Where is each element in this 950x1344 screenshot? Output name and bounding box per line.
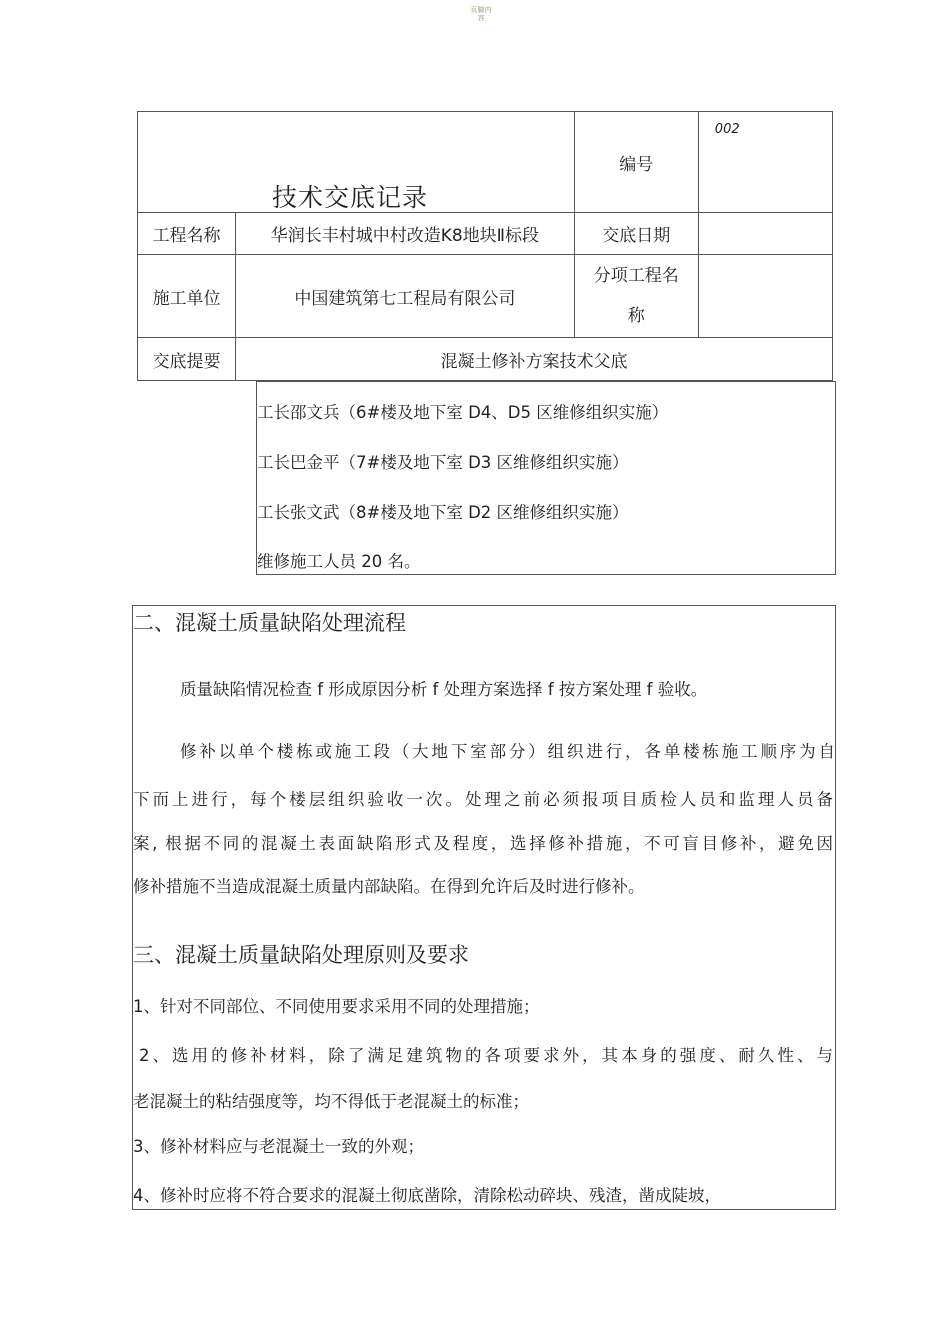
section2-para-line: 案, 根据不同的混凝土表面缺陷形式及程度，选择修补措施，不可盲目修补，避免因	[133, 834, 833, 853]
section3-item: 2、选用的修补材料，除了满足建筑物的各项要求外，其本身的强度、耐久性、与	[139, 1046, 833, 1065]
section3-item: 1、针对不同部位、不同使用要求采用不同的处理措施；	[133, 997, 540, 1016]
number-label: 编号	[574, 112, 698, 213]
contractor-label: 施工单位	[138, 255, 236, 338]
title-cell	[138, 112, 575, 213]
section2-heading: 二、混凝土质量缺陷处理流程	[133, 611, 406, 635]
sub-project-label	[574, 255, 698, 338]
number-value: 002	[714, 122, 740, 137]
section2-para-line: 修补以单个楼栋或施工段（大地下室部分）组织进行，各单楼栋施工顺序为自	[180, 742, 835, 761]
summary-value: 混凝土修补方案技术父底	[236, 338, 833, 381]
staff-line: 工长巴金平（7#楼及地下室 D3 区维修组织实施）	[257, 453, 629, 472]
footer-watermark: 页脚内容	[470, 6, 492, 22]
section2-para-line: 下而上进行，每个楼层组织验收一次。处理之前必须报项目质检人员和监理人员备	[133, 790, 833, 809]
sub-project-value	[698, 255, 832, 338]
staff-line: 维修施工人员 20 名。	[257, 552, 421, 571]
date-label: 交底日期	[574, 213, 698, 255]
project-name-label: 工程名称	[138, 213, 236, 255]
number-cell	[698, 112, 832, 213]
section2-flow: 质量缺陷情况检查 f 形成原因分析 f 处理方案选择 f 按方案处理 f 验收。	[180, 680, 708, 699]
content-box	[132, 605, 836, 1210]
section2-para-line: 修补措施不当造成混凝土质量内部缺陷。在得到允许后及时进行修补。	[133, 877, 645, 896]
header-table	[137, 111, 833, 381]
staff-line: 工长张文武（8#楼及地下室 D2 区维修组织实施）	[257, 503, 629, 522]
staff-line: 工长邵文兵（6#楼及地下室 D4、D5 区维修组织实施）	[257, 403, 669, 422]
section3-item: 老混凝土的粘结强度等，均不得低于老混凝土的标准；	[133, 1092, 529, 1111]
summary-label: 交底提要	[138, 338, 236, 381]
staff-box	[256, 381, 836, 575]
section3-item: 3、修补材料应与老混凝土一致的外观；	[133, 1137, 424, 1156]
document-title: 技术交底记录	[272, 183, 429, 212]
sub-project-label-line2: 称	[627, 306, 645, 326]
date-value	[698, 213, 832, 255]
project-name-value: 华润长丰村城中村改造K8地块Ⅱ标段	[236, 213, 574, 255]
section3-item: 4、修补时应将不符合要求的混凝土彻底凿除，清除松动碎块、残渣，凿成陡坡，	[133, 1186, 721, 1205]
section3-heading: 三、混凝土质量缺陷处理原则及要求	[133, 943, 469, 967]
contractor-value: 中国建筑第七工程局有限公司	[236, 255, 574, 338]
sub-project-label-line1: 分项工程名	[593, 266, 679, 286]
